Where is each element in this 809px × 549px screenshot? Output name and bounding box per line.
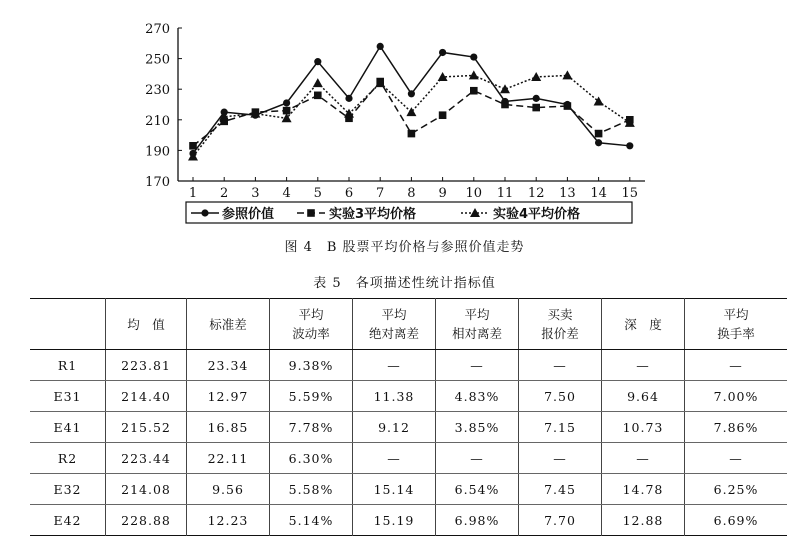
column-header-line: 买卖 xyxy=(547,307,573,322)
column-header xyxy=(187,299,270,350)
x-tick-label: 12 xyxy=(527,186,545,201)
x-tick-label: 9 xyxy=(438,186,447,201)
square-marker xyxy=(408,130,416,138)
table-cell: 7.45 xyxy=(519,474,602,505)
x-tick-label: 14 xyxy=(590,186,607,201)
table-cell: 15.14 xyxy=(353,474,436,505)
table-cell: 23.34 xyxy=(187,350,270,381)
table-row xyxy=(30,474,787,505)
column-header xyxy=(436,299,519,350)
row-label: R1 xyxy=(30,350,106,381)
circle-marker xyxy=(377,43,384,50)
chart-legend xyxy=(186,202,632,223)
column-header-line: 均 值 xyxy=(127,316,165,332)
table-title: 表 5 各项描述性统计指标值 xyxy=(313,276,496,291)
stats-table-container xyxy=(30,298,779,536)
table-row xyxy=(30,505,787,536)
column-header xyxy=(685,299,788,350)
y-tick-label: 230 xyxy=(145,83,170,99)
table-cell: 7.50 xyxy=(519,381,602,412)
y-tick-label: 210 xyxy=(145,113,170,129)
table-cell: — xyxy=(436,443,519,474)
table-cell: 7.78% xyxy=(270,412,353,443)
column-header-line: 平均 xyxy=(381,307,407,322)
table-row xyxy=(30,350,787,381)
x-tick-label: 13 xyxy=(559,186,576,201)
table-cell: 5.59% xyxy=(270,381,353,412)
legend-entry xyxy=(461,206,580,222)
triangle-marker xyxy=(500,84,510,93)
table-cell: 4.83% xyxy=(436,381,519,412)
row-label: R2 xyxy=(30,443,106,474)
table-cell: 223.44 xyxy=(106,443,187,474)
table-cell: 7.86% xyxy=(685,412,788,443)
table-cell: 12.88 xyxy=(602,505,685,536)
table-cell: 5.58% xyxy=(270,474,353,505)
triangle-marker xyxy=(594,96,604,105)
table-cell: 7.15 xyxy=(519,412,602,443)
table-cell: — xyxy=(685,350,788,381)
y-tick-label: 170 xyxy=(145,175,170,190)
triangle-marker xyxy=(313,78,323,87)
row-label: E31 xyxy=(30,381,106,412)
figure-caption: 图 4 B 股票平均价格与参照价值走势 xyxy=(284,240,525,255)
x-tick-label: 1 xyxy=(188,186,198,201)
table-cell: 9.12 xyxy=(353,412,436,443)
table-row xyxy=(30,381,787,412)
x-tick-label: 6 xyxy=(344,186,354,201)
column-header xyxy=(106,299,187,350)
triangle-marker xyxy=(531,72,541,81)
table-cell: — xyxy=(353,443,436,474)
square-marker xyxy=(189,142,197,150)
chart-series xyxy=(188,43,635,161)
table-row xyxy=(30,412,787,443)
legend-entry xyxy=(297,206,416,222)
x-tick-label: 7 xyxy=(376,186,385,201)
circle-marker xyxy=(595,139,602,146)
column-header xyxy=(353,299,436,350)
x-tick-label: 8 xyxy=(407,186,416,201)
stats-table xyxy=(30,298,787,536)
table-cell: — xyxy=(519,350,602,381)
circle-marker xyxy=(283,99,290,106)
table-header-row xyxy=(30,299,787,350)
column-header-line: 平均 xyxy=(723,307,749,322)
table-cell: — xyxy=(685,443,788,474)
table-cell: 7.00% xyxy=(685,381,788,412)
legend-label: 实验3平均价格 xyxy=(329,207,417,222)
square-marker xyxy=(501,101,509,109)
row-label: E41 xyxy=(30,412,106,443)
x-tick-label: 4 xyxy=(282,186,291,201)
x-tick-label: 2 xyxy=(220,186,229,201)
legend-label: 参照价值 xyxy=(222,207,275,222)
table-cell: 11.38 xyxy=(353,381,436,412)
column-header-line: 换手率 xyxy=(717,326,755,341)
y-tick-label: 250 xyxy=(145,52,170,68)
table-cell: 10.73 xyxy=(602,412,685,443)
column-header-line: 平均 xyxy=(298,307,324,322)
x-tick-label: 5 xyxy=(313,186,322,201)
square-marker xyxy=(564,102,572,110)
table-cell: 12.97 xyxy=(187,381,270,412)
table-cell: — xyxy=(602,350,685,381)
circle-marker xyxy=(626,142,633,149)
x-tick-label: 10 xyxy=(465,186,483,201)
table-cell: 6.25% xyxy=(685,474,788,505)
table-cell: — xyxy=(602,443,685,474)
column-header-line: 深 度 xyxy=(624,316,662,332)
circle-marker xyxy=(314,58,321,65)
square-marker xyxy=(532,104,540,112)
column-header xyxy=(602,299,685,350)
square-marker xyxy=(314,92,322,100)
circle-marker xyxy=(533,95,540,102)
line-chart xyxy=(0,0,809,260)
column-header xyxy=(270,299,353,350)
column-header-line: 报价差 xyxy=(541,326,579,341)
column-header xyxy=(519,299,602,350)
column-header-line: 波动率 xyxy=(292,326,330,341)
table-cell: 6.54% xyxy=(436,474,519,505)
table-cell: — xyxy=(519,443,602,474)
circle-marker xyxy=(439,49,446,56)
table-cell: 228.88 xyxy=(106,505,187,536)
table-row xyxy=(30,443,787,474)
column-header-line: 相对离差 xyxy=(451,326,502,341)
table-cell: 215.52 xyxy=(106,412,187,443)
table-cell: 5.14% xyxy=(270,505,353,536)
column-header xyxy=(30,299,106,350)
table-cell: 6.30% xyxy=(270,443,353,474)
circle-marker xyxy=(470,53,477,60)
table-cell: — xyxy=(353,350,436,381)
series-1 xyxy=(189,43,633,157)
table-cell: 9.56 xyxy=(187,474,270,505)
column-header-line: 平均 xyxy=(464,307,490,322)
table-cell: 6.69% xyxy=(685,505,788,536)
table-body xyxy=(30,350,787,536)
table-cell: 3.85% xyxy=(436,412,519,443)
column-header-line: 标准差 xyxy=(209,316,247,332)
table-cell: 6.98% xyxy=(436,505,519,536)
row-label: E42 xyxy=(53,512,82,528)
row-label: E32 xyxy=(30,474,106,505)
table-cell: 12.23 xyxy=(187,505,270,536)
table-cell: 214.08 xyxy=(106,474,187,505)
square-marker xyxy=(307,209,315,217)
square-marker xyxy=(470,87,478,95)
x-tick-label: 3 xyxy=(251,186,260,201)
column-header-line: 绝对离差 xyxy=(368,326,419,341)
x-tick-label: 11 xyxy=(496,186,514,201)
circle-marker xyxy=(345,95,352,102)
series-3 xyxy=(188,70,635,160)
x-tick-label: 15 xyxy=(621,186,639,201)
table-cell: 14.78 xyxy=(602,474,685,505)
table-cell: 9.38% xyxy=(270,350,353,381)
table-cell: 9.64 xyxy=(602,381,685,412)
y-tick-label: 270 xyxy=(145,22,170,37)
table-cell: 15.19 xyxy=(353,505,436,536)
legend-label: 实验4平均价格 xyxy=(493,207,581,222)
table-cell: 22.11 xyxy=(187,443,270,474)
y-tick-label: 190 xyxy=(145,144,170,160)
square-marker xyxy=(595,130,603,138)
chart-axes xyxy=(145,22,645,201)
square-marker xyxy=(439,111,447,119)
circle-marker xyxy=(408,90,415,97)
table-cell: — xyxy=(436,350,519,381)
legend-entry xyxy=(191,206,274,222)
table-cell: 214.40 xyxy=(106,381,187,412)
table-cell: 223.81 xyxy=(106,350,187,381)
table-cell: 16.85 xyxy=(187,412,270,443)
circle-marker xyxy=(201,209,208,216)
table-cell: 7.70 xyxy=(519,505,602,536)
series-line xyxy=(193,46,630,153)
